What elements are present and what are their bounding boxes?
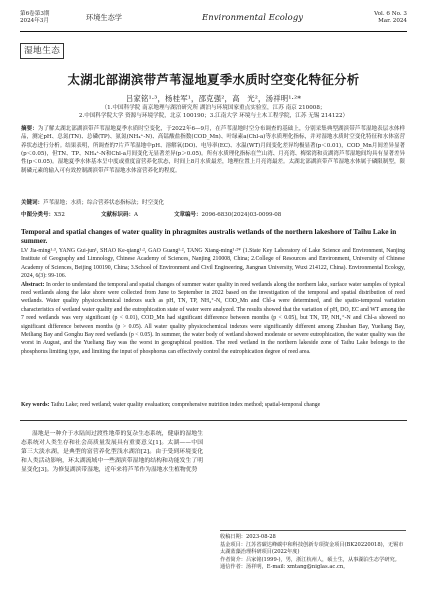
- paper-title-en: Temporal and spatial changes of water quality in phragmites australis wetlands of the northern lakeshore of Taihu Lake in summer.: [21, 228, 397, 246]
- header-volume-cn: [20, 11, 50, 26]
- abstract-en-block: [21, 247, 405, 356]
- article-no-label: 文章编号：: [173, 212, 202, 218]
- footnote: [220, 542, 406, 557]
- volume-cn: 第6卷第3期: [20, 11, 50, 17]
- column-blank: [220, 430, 406, 530]
- abstract-en: [21, 281, 405, 357]
- footnote: [220, 534, 406, 542]
- affiliation-line: 2.中国科学院大学 资源与环境学院，北京 100190；3.江南大学 环境与土木工程学院，江苏 无锡 214122）: [78, 113, 349, 120]
- document-code: [101, 211, 138, 219]
- abstract-en-text: In order to understand the temporal and spatial changes of summer water quality in reed wetlands along the northern lake, surface water samples of typical reed wetlands along the lake shore were collected from June to September in 2022 based on the investigation of the temporal and spatial distribution of reed wetlands. Water quality physicochemical indexes such as pH, TN, TP, NH₄⁺-N, COD_Mn and Chl-a were determined, and the spatio-temporal variation characteristics of wetland water quality and the eutrophication state of water were analyzed. The results showed that the variation of pH, DO, EC and WT among the 7 reed wetlands was very significant (p < 0.01), COD_Mn had significant difference between months (p < 0.05), but TN, TP, NH₄⁺-N and Chl-a showed no significant difference between months (p > 0.05). All water quality physicochemical indexes were significantly different among Zhushan Bay, Yueliang Bay, Meiliang Bay and Gonghu Bay reed wetlands (p < 0.05). In summer, the water body of wetland showed moderate or severe eutrophication, the water quality was the worst in August, and the Yueliang Bay was the worst in geographical position. The reed wetland in the northern lakeside zone of Taihu Lake belongs to the phosphorus limiting type, and limiting the input of phosphorus can effectively control the eutrophication degree of reed area.: [21, 281, 405, 355]
- paper-title-cn: 太湖北部湖滨带芦苇湿地夏季水质时空变化特征分析: [67, 72, 360, 87]
- footnote-label: 基金项目：: [220, 541, 246, 548]
- authors-en: LV Jia-ming¹·³, YANG Gui-jun¹, SHAO Ke-qiang¹·², GAO Guang¹·², TANG Xiang-ming¹·²* (1.State Key Laboratory of Lake Science and Environment, Nanjing Institute of Geography and Limnology, Chinese Academy of Sciences, Nanjing 210008, China; 2.College of Resources and Environment, University of Chinese Academy of Sciences, Beijing 100190, China; 3.School of Environment and Civil Engineering, Jiangnan University, Wuxi 214122, China). Environmental Ecology, 2024, 6(3): 99-106.: [21, 248, 405, 280]
- affiliation-line: （1.中国科学院 南京地理与湖泊研究所 湖泊与环境国家重点实验室，江苏 南京 210008；: [101, 105, 326, 111]
- keywords-cn-label: 关键词：: [21, 200, 44, 206]
- footnote-text: 2023-08-28: [245, 534, 276, 540]
- body-column-left: [21, 430, 203, 475]
- classification-line: [21, 211, 405, 219]
- footnote: [220, 564, 406, 572]
- keywords-en: [21, 401, 405, 409]
- abstract-cn: [21, 125, 405, 175]
- abstract-cn-label: 摘要：: [21, 126, 38, 132]
- keywords-en-text: Taihu Lake; reed wetland; water quality evaluation; comprehensive nutrition index method; spatial-temporal change: [50, 402, 321, 408]
- section-badge: 湿地生态: [20, 43, 64, 59]
- footnote-text: 吕家铭(1999-)，男，浙江杭州人，硕士生，从事湖泊生态学研究。: [245, 556, 400, 563]
- section-rule: [20, 420, 407, 421]
- abstract-en-label: Abstract:: [21, 281, 45, 288]
- footnote-text: 江苏省碳达峰碳中和科技创新专项资金项目(BK20220018)，无锡市太湖蓝藻治理科研项目(2022年度): [220, 541, 404, 556]
- running-header: [0, 0, 427, 34]
- clc-label: 中图分类号：: [21, 212, 55, 218]
- article-no-value: 2096-6830(2024)03-0099-08: [201, 212, 282, 218]
- volume-en: Vol. 6 No. 3: [374, 11, 407, 17]
- journal-name-cn: 环境生态学: [86, 13, 122, 22]
- date-en: Mar. 2024: [378, 18, 407, 25]
- clc-number: [21, 211, 65, 219]
- journal-name-en: Environmental Ecology: [202, 12, 304, 22]
- footnote-rule: [220, 530, 406, 531]
- keywords-en-label: Key words:: [21, 402, 50, 408]
- keywords-cn: [21, 199, 405, 207]
- body-paragraph: 湿地是一种介于水陆间过渡性地带的复杂生态系统，健康的湿地生态系统对人类生存和社会高质量发展具有重要意义[1]。太湖——中国第三大淡水湖，是典型的富营养化型浅水湖泊[2]。由于受到环境变化和人类活动影响，环太湖流域中一些湖滨带湿地的结构和功能发生了明显变化[3]。为修复湖滨带湿地，近年来将芦苇作为湿地水生植物优势: [21, 431, 203, 474]
- abstract-cn-text: 为了解太湖北部湖滨带芦苇湿地夏季水质时空变化，于2022年6—9月，在芦苇湿地时空分布调查的基础上，分别采集典型湖滨带芦苇湿地表层水体样品，测定pH、总氮(TN)、总磷(TP)、氨氮(NH₄⁺-N)、高锰酸盐指数(COD_Mn)、叶绿素a(Chl-a)等水质理化指标，并对湿地水质时空变化特征和水体富营养状态进行分析。结果表明，所调查的7片芦苇湿地中pH、溶解氧(DO)、电导率(EC)、水温(WT)月间变化差异均极显著(p＜0.01)，COD_Mn月间差异显著(p＜0.05)，但TN、TP、NH₄⁺-N和Chl-a月间变化无显著差异(p＞0.05)。所有水质理化指标在竺山湾、月亮湾、梅梁湾和贡湖湾芦苇湿地间均具有显著差异性(p＜0.05)。湿地夏季水体基本呈中度或重度富营养化状态，时间上8月水质最差，地理位置上月亮湾最差。太湖北部湖滨带芦苇湿地水体属于磷限制型，限制磷元素的输入可有效控制湖滨带芦苇湿地水体富营养化的程度。: [21, 126, 405, 174]
- date-cn: 2024年3月: [20, 18, 49, 25]
- footnote-text: 汤祥明，E-mail: xmtang@niglas.ac.cn。: [245, 564, 349, 571]
- footnote-label: 通信作者：: [220, 564, 246, 571]
- body-column-right: [220, 430, 406, 570]
- doc-code-value: A: [133, 212, 138, 218]
- keywords-cn-text: 芦苇湿地；水质；综合营养状态指标法；时空变化: [43, 200, 165, 206]
- header-rule: [20, 31, 407, 32]
- footnote-label: 收稿日期：: [220, 534, 246, 540]
- affiliations-cn: [26, 104, 401, 121]
- article-number: [174, 211, 281, 219]
- footnote-label: 作者简介：: [220, 556, 246, 563]
- doc-code-label: 文献标识码：: [100, 212, 134, 218]
- header-volume-en: [374, 11, 407, 26]
- clc-value: X52: [54, 212, 65, 218]
- authors-cn: 吕家铭¹·³，杨桂军¹，邵克强²，高 光²，汤祥明¹·²*: [125, 94, 302, 103]
